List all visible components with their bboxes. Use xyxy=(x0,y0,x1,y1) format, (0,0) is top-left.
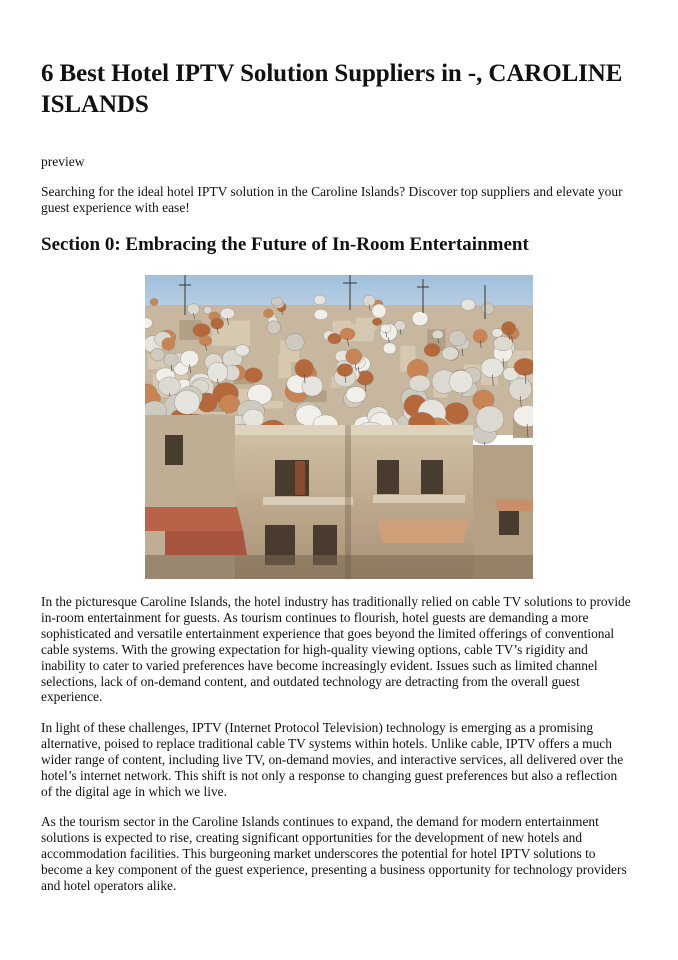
body-paragraph: In the picturesque Caroline Islands, the hotel industry has traditionally relied on cable TV solutions to provide in-room entertainment for guests. As tourism continues to flourish, hotel guests are demanding a more sophisticated and versatile entertainment experience that goes beyond the limited offerings of conventional cable systems. With the growing expectation for high-quality viewing options, cable TV’s rigidity and inability to cater to varied preferences have become increasingly evident. Issues such as limited channel selections, lack of on-demand content, and outdated technology are detracting from the overall guest experience. xyxy=(41,594,631,705)
page-title: 6 Best Hotel IPTV Solution Suppliers in -, CAROLINE ISLANDS xyxy=(41,60,623,118)
rooftop-satellite-dishes-photo xyxy=(145,275,533,579)
section-heading: Section 0: Embracing the Future of In-Room Entertainment xyxy=(41,234,529,255)
body-paragraph: As the tourism sector in the Caroline Islands continues to expand, the demand for modern entertainment solutions is expected to rise, creating significant opportunities for the development of new hotels and accommodation facilities. This burgeoning market underscores the potential for hotel IPTV solutions to become a key component of the guest experience, presenting a business opportunity for technology providers and hotel operators alike. xyxy=(41,814,627,893)
intro-paragraph: Searching for the ideal hotel IPTV solution in the Caroline Islands? Discover top suppliers and elevate your guest experience with ease! xyxy=(41,184,623,215)
preview-label: preview xyxy=(41,154,85,169)
body-paragraph: In light of these challenges, IPTV (Internet Protocol Television) technology is emerging as a promising alternative, poised to replace traditional cable TV systems within hotels. Unlike cable, IPTV offers a much wider range of content, including live TV, on-demand movies, and interactive services, all delivered over the hotel’s internet network. This shift is not only a response to changing guest preferences but also a reflection of the digital age in which we live. xyxy=(41,720,624,799)
hero-image xyxy=(145,275,533,579)
